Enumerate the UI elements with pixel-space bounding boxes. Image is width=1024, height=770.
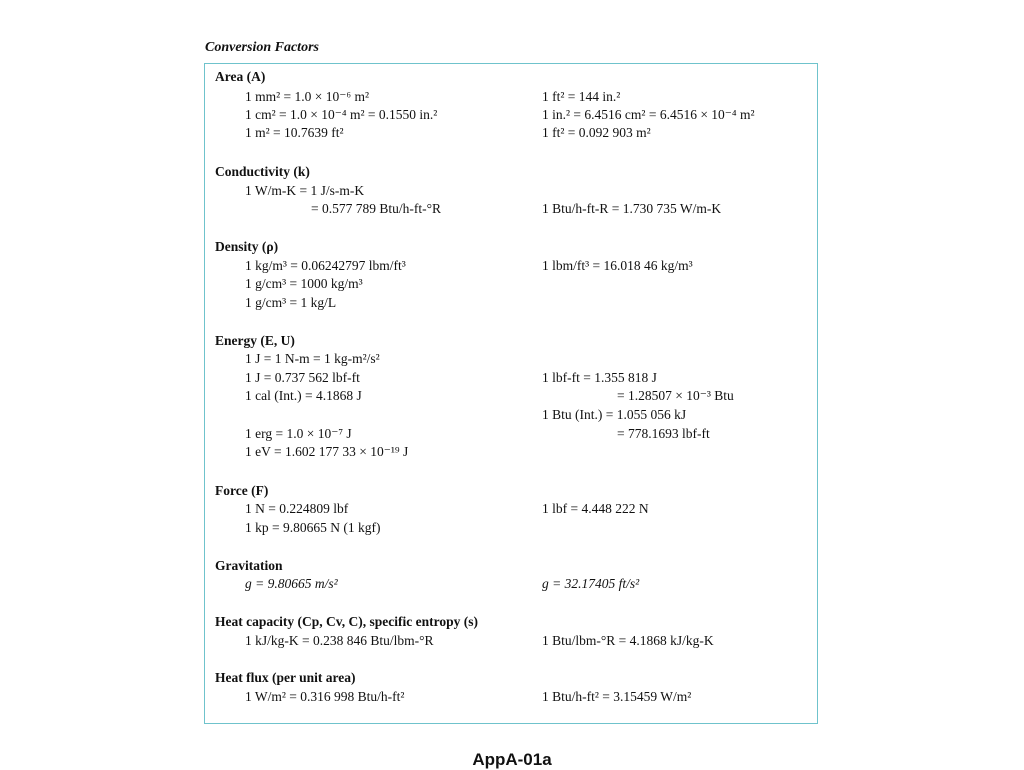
section-heading-gravitation: Gravitation (215, 558, 283, 573)
section-heading-density: Density (ρ) (215, 239, 279, 254)
conductivity-left-row-2: = 0.577 789 Btu/h-ft-°R (311, 201, 442, 216)
area-right-row-2: 1 in.² = 6.4516 cm² = 6.4516 × 10⁻⁴ m² (542, 107, 755, 122)
energy-left-row-1: 1 J = 1 N-m = 1 kg-m²/s² (245, 351, 380, 366)
heat-capacity-right-row-1: 1 Btu/lbm-°R = 4.1868 kJ/kg-K (542, 633, 714, 648)
force-left-row-1: 1 N = 0.224809 lbf (245, 501, 349, 516)
energy-left-row-5: 1 eV = 1.602 177 33 × 10⁻¹⁹ J (245, 444, 409, 459)
section-heading-force: Force (F) (215, 483, 269, 498)
section-heading-conductivity: Conductivity (k) (215, 164, 310, 179)
energy-left-row-2: 1 J = 0.737 562 lbf-ft (245, 370, 360, 385)
area-right-row-1: 1 ft² = 144 in.² (542, 89, 621, 104)
energy-right-row-1: 1 lbf-ft = 1.355 818 J (542, 370, 657, 385)
density-left-row-3: 1 g/cm³ = 1 kg/L (245, 295, 337, 310)
energy-left-row-4: 1 erg = 1.0 × 10⁻⁷ J (245, 426, 352, 441)
conductivity-right-row-1: 1 Btu/h-ft-R = 1.730 735 W/m-K (542, 201, 722, 216)
energy-right-row-3: 1 Btu (Int.) = 1.055 056 kJ (542, 407, 687, 422)
area-left-row-2: 1 cm² = 1.0 × 10⁻⁴ m² = 0.1550 in.² (245, 107, 438, 122)
slide-caption: AppA-01a (472, 750, 552, 769)
density-left-row-2: 1 g/cm³ = 1000 kg/m³ (245, 276, 363, 291)
document-title: Conversion Factors (205, 40, 319, 55)
heat-flux-left-row-1: 1 W/m² = 0.316 998 Btu/h-ft² (245, 689, 405, 704)
section-heading-energy: Energy (E, U) (215, 333, 295, 348)
section-heading-area: Area (A) (215, 69, 266, 84)
area-right-row-3: 1 ft² = 0.092 903 m² (542, 125, 651, 140)
density-right-row-1: 1 lbm/ft³ = 16.018 46 kg/m³ (542, 258, 693, 273)
area-left-row-1: 1 mm² = 1.0 × 10⁻⁶ m² (245, 89, 370, 104)
gravitation-left-row-1: g = 9.80665 m/s² (245, 576, 338, 591)
gravitation-right-row-1: g = 32.17405 ft/s² (542, 576, 640, 591)
force-right-row-1: 1 lbf = 4.448 222 N (542, 501, 649, 516)
conductivity-left-row-1: 1 W/m-K = 1 J/s-m-K (245, 183, 365, 198)
density-left-row-1: 1 kg/m³ = 0.06242797 lbm/ft³ (245, 258, 406, 273)
force-left-row-2: 1 kp = 9.80665 N (1 kgf) (245, 520, 381, 535)
section-heading-heat-capacity: Heat capacity (Cp, Cv, C), specific entropy (s) (215, 614, 478, 629)
area-left-row-3: 1 m² = 10.7639 ft² (245, 125, 344, 140)
energy-right-row-4: = 778.1693 lbf-ft (617, 426, 710, 441)
heat-capacity-left-row-1: 1 kJ/kg-K = 0.238 846 Btu/lbm-°R (245, 633, 434, 648)
section-heading-heat-flux: Heat flux (per unit area) (215, 670, 356, 685)
energy-left-row-3: 1 cal (Int.) = 4.1868 J (245, 388, 362, 403)
heat-flux-right-row-1: 1 Btu/h-ft² = 3.15459 W/m² (542, 689, 692, 704)
energy-right-row-2: = 1.28507 × 10⁻³ Btu (617, 388, 734, 403)
